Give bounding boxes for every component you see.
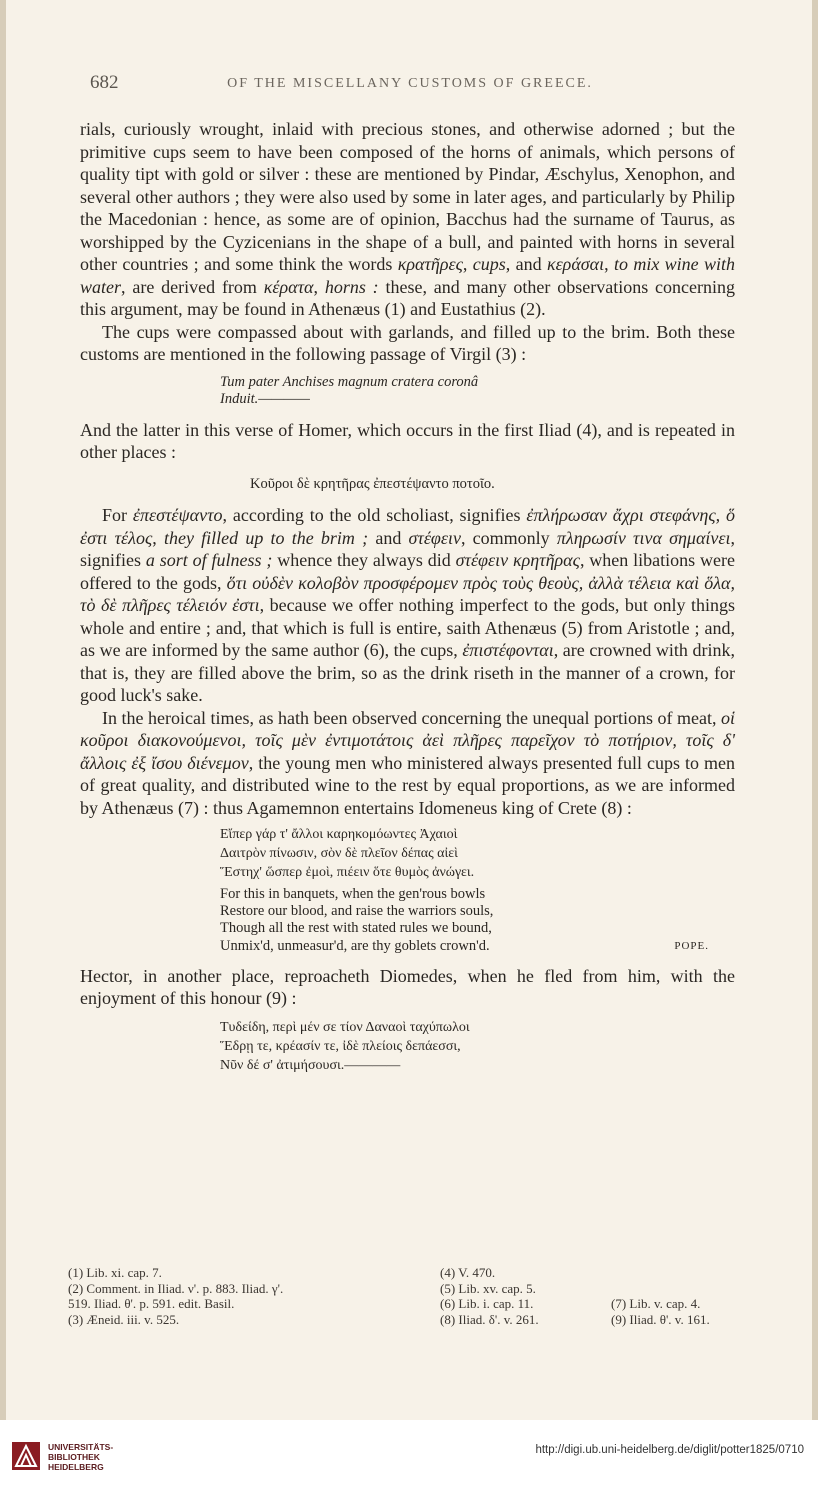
paragraph-6: Hector, in another place, reproacheth Diomedes, when he fled from him, with the enjoyment of this honour (9) : [80, 965, 735, 1009]
source-url-link[interactable]: http://digi.ub.uni-heidelberg.de/diglit/potter1825/0710 [535, 1444, 804, 1456]
page-edge-left [0, 0, 6, 1420]
library-name: UNIVERSITÄTS- BIBLIOTHEK HEIDELBERG [48, 1442, 114, 1472]
paragraph-4: For ἐπεστέψαντο, according to the old scholiast, signifies ἐπλήρωσαν ἄχρι στεφάνης, ὅ ἐστι τέλος, they filled up to the brim ; and στέφειν, commonly πληρωσίν τινα σημαίνει, signifies a sort of fulness ; whence they always did στέφειν κρητῆρας, when libations were offered to the gods, ὅτι οὐδὲν κολοβὸν προσφέρομεν πρὸς τοὺς θεοὺς, ἀλλὰ τέλεια καὶ ὅλα, τὸ δὲ πλῆρες τέλειόν ἐστι, because we offer nothing imperfect to the gods, but only things whole and entire ; and, that which is full is entire, saith Athenæus (5) from Aristotle ; and, as we are informed by the same author (6), the cups, ἐπιστέφονται, are crowned with drink, that is, they are filled above the brim, so as the drink riseth in the manner of a crown, for good luck's sake. [80, 505, 735, 705]
footnote-column-2: (4) V. 470. (5) Lib. xv. cap. 5. (6) Lib. i. cap. 11. (8) Iliad. δ'. v. 261. [440, 1265, 539, 1327]
paragraph-3: And the latter in this verse of Homer, which occurs in the first Iliad (4), and is repeated in other places : [80, 419, 735, 462]
running-header [90, 72, 730, 96]
paragraph-1: rials, curiously wrought, inlaid with precious stones, and otherwise adorned ; but the primitive cups seem to have been composed of the horns of animals, which persons of quality tipt with gold or silver : these are mentioned by Pindar, Æschylus, Xenophon, and several other authors ; they were also used by some in later ages, and particularly by Philip the Macedonian : hence, as some are of opinion, Bacchus had the surname of Taurus, as worshipped by the Cyzicenians in the shape of a bull, and painted with horns in several other countries ; and some think the words κρατῆρες, cups, and κεράσαι, to mix wine with water, are derived from κέρατα, horns : these, and many other observations concerning this argument, may be found in Athenæus (1) and Eustathius (2). [80, 119, 736, 319]
paragraph-2: The cups were compassed about with garlands, and filled up to the brim. Both these customs are mentioned in the following passage of Virgil (3) : [80, 321, 735, 364]
latin-quotation: Tum pater Anchises magnum cratera coronâ Induit.———— [220, 373, 479, 407]
verse-attribution: POPE. [674, 939, 709, 952]
main-text [80, 118, 735, 1083]
verse-translation: For this in banquets, when the gen'rous bowls Restore our blood, and raise the warriors souls, Though all the rest with stated rules we bound, Unmix'd, unmeasur'd, are thy goblets crown'd. POPE. [220, 886, 709, 954]
running-title: OF THE MISCELLANY CUSTOMS OF GREECE. [227, 76, 593, 91]
library-logo-icon [12, 1442, 40, 1470]
footnote-column-3: (7) Lib. v. cap. 4. (9) Iliad. θ'. v. 161. [611, 1296, 710, 1327]
footnote-column-1: (1) Lib. xi. cap. 7. (2) Comment. in Iliad. ν'. p. 883. Iliad. γ'. 519. Iliad. θ'. p. 591. edit. Basil. (3) Æneid. iii. v. 525. [68, 1265, 284, 1327]
greek-quotation-3: Τυδείδη, περὶ μέν σε τίον Δαναοὶ ταχύπωλοι Ἕδρῃ τε, κρέασίν τε, ἰδὲ πλείοις δεπάεσσι, Νῦν δέ σ' ἀτιμήσουσι.———— [220, 1019, 470, 1073]
paragraph-5: In the heroical times, as hath been observed concerning the unequal portions of meat, οἱ κοῦροι διακονούμενοι, τοῖς μὲν ἐντιμοτάτοις ἀεὶ πλῆρες παρεῖχον τὸ ποτήριον, τοῖς δ' ἄλλοις ἐξ ἴσου διένεμον, the young men who ministered always presented full cups to men of great quality, and distributed wine to the rest by equal proportions, as we are informed by Athenæus (7) : thus Agamemnon entertains Idomeneus king of Crete (8) : [80, 707, 735, 818]
greek-quotation-1: Κοῦροι δὲ κρητῆρας ἐπεστέψαντο ποτοῖο. [250, 475, 495, 492]
greek-quotation-2: Εἴπερ γάρ τ' ἄλλοι καρηκομόωντες Ἀχαιοὶ Δαιτρὸν πίνωσιν, σὸν δὲ πλεῖον δέπας αἰεὶ Ἕστηχ' ὥσπερ ἐμοὶ, πιέειν ὅτε θυμὸς ἀνώγει. [220, 827, 475, 880]
viewer-footer [0, 1420, 818, 1493]
page-number: 682 [90, 72, 119, 93]
page-edge-right [812, 0, 818, 1420]
